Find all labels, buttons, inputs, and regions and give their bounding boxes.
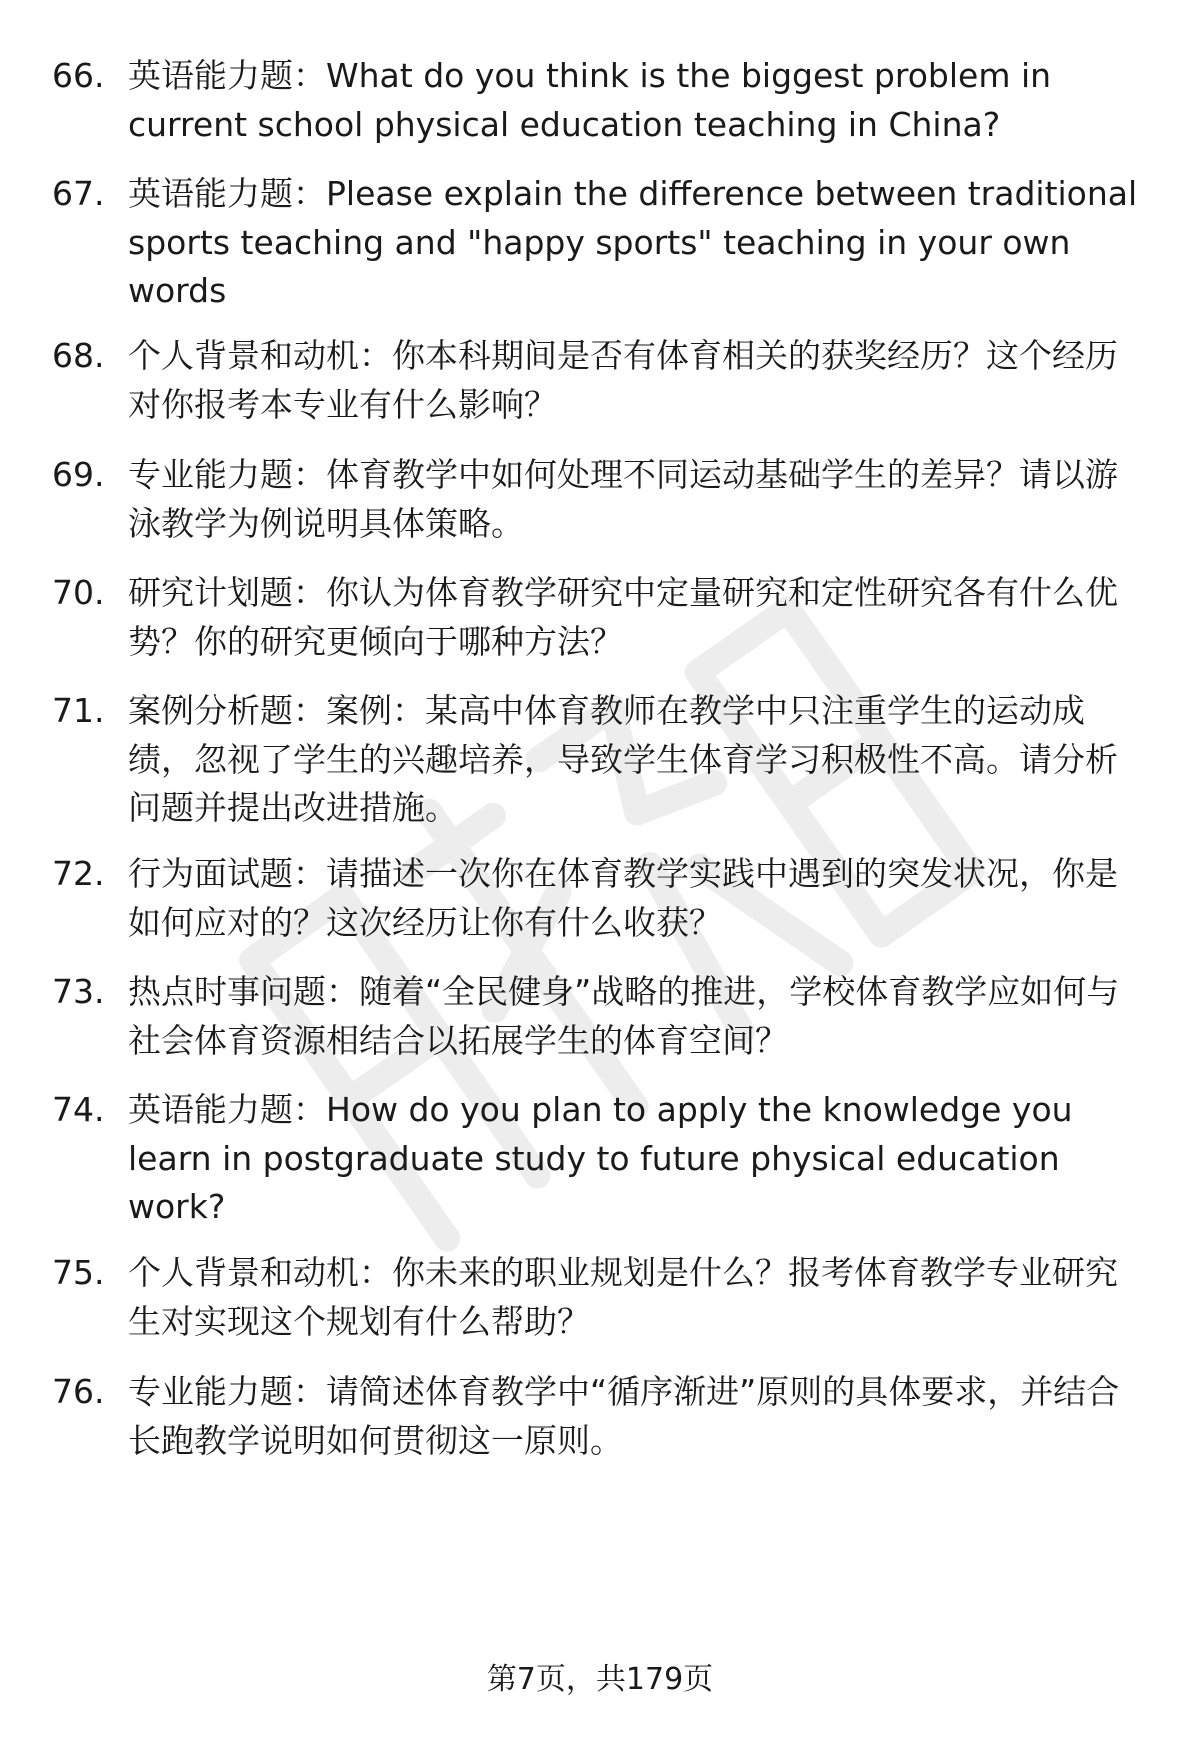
question-item xyxy=(52,968,1142,1065)
question-item xyxy=(52,170,1142,316)
question-item xyxy=(52,451,1142,548)
question-item xyxy=(52,1368,1142,1465)
question-number: 74. xyxy=(52,1090,105,1129)
question-text: 专业能力题：请简述体育教学中“循序渐进”原则的具体要求，并结合长跑教学说明如何贯彻这一原则。 xyxy=(128,1372,1120,1460)
question-text: 专业能力题：体育教学中如何处理不同运动基础学生的差异？请以游泳教学为例说明具体策略。 xyxy=(128,455,1118,543)
question-item xyxy=(52,52,1142,149)
question-item xyxy=(52,332,1142,429)
question-item xyxy=(52,687,1142,833)
question-item xyxy=(52,569,1142,666)
question-text: 英语能力题：How do you plan to apply the knowledge you learn in postgraduate study to future physical education work? xyxy=(128,1090,1073,1226)
question-number: 70. xyxy=(52,573,105,612)
question-text: 行为面试题：请描述一次你在体育教学实践中遇到的突发状况，你是如何应对的？这次经历让你有什么收获？ xyxy=(128,854,1118,942)
question-number: 76. xyxy=(52,1372,105,1411)
question-item xyxy=(52,850,1142,947)
question-number: 67. xyxy=(52,174,105,213)
question-number: 75. xyxy=(52,1253,105,1292)
question-text: 英语能力题：What do you think is the biggest problem in current school physical education teaching in China? xyxy=(128,56,1052,144)
question-number: 73. xyxy=(52,972,105,1011)
question-text: 热点时事问题：随着“全民健身”战略的推进，学校体育教学应如何与社会体育资源相结合以拓展学生的体育空间？ xyxy=(128,972,1120,1060)
question-text: 研究计划题：你认为体育教学研究中定量研究和定性研究各有什么优势？你的研究更倾向于哪种方法？ xyxy=(128,573,1118,661)
question-number: 68. xyxy=(52,336,105,375)
question-number: 72. xyxy=(52,854,105,893)
question-text: 个人背景和动机：你未来的职业规划是什么？报考体育教学专业研究生对实现这个规划有什么帮助？ xyxy=(128,1253,1118,1341)
question-text: 个人背景和动机：你本科期间是否有体育相关的获奖经历？这个经历对你报考本专业有什么影响？ xyxy=(128,336,1118,424)
question-text: 案例分析题：案例：某高中体育教师在教学中只注重学生的运动成绩，忽视了学生的兴趣培养，导致学生体育学习积极性不高。请分析问题并提出改进措施。 xyxy=(128,691,1118,827)
question-item xyxy=(52,1086,1142,1232)
question-item xyxy=(52,1249,1142,1346)
question-number: 69. xyxy=(52,455,105,494)
question-number: 66. xyxy=(52,56,105,95)
page-number-label: 第7页，共179页 xyxy=(486,1662,714,1697)
page-footer xyxy=(0,1660,1200,1700)
question-number: 71. xyxy=(52,691,105,730)
question-text: 英语能力题：Please explain the difference between traditional sports teaching and "happy sports" teaching in your own words xyxy=(128,174,1138,310)
